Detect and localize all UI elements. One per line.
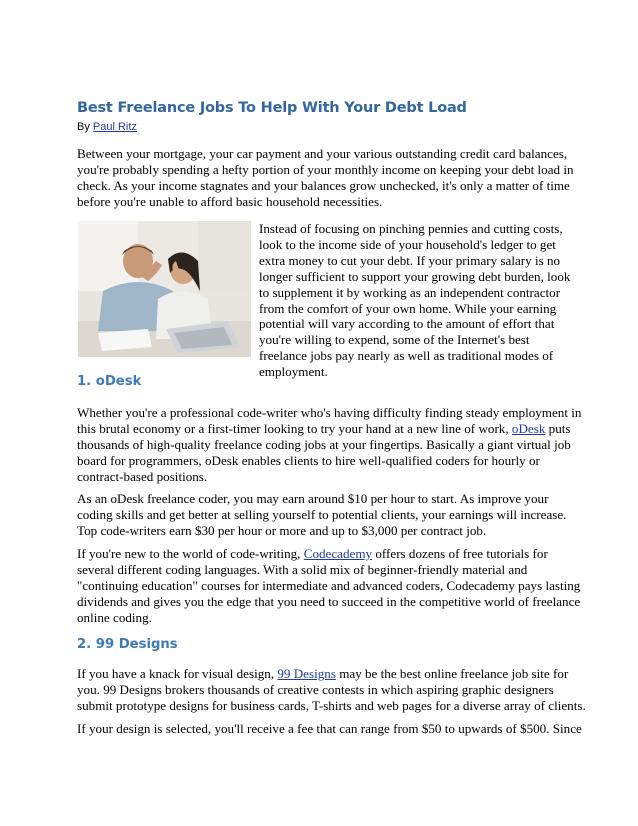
paragraph-line: online coding. bbox=[77, 610, 152, 626]
paragraph-line: dividends and gives you the edge that you need to succeed in the competitive world of freelance bbox=[77, 594, 581, 610]
paragraph-line: Top code-writers earn $30 per hour or more and up to $3,000 per contract job. bbox=[77, 523, 487, 539]
paragraph-line: board for programmers, oDesk enables clients to hire well-qualified coders for hourly or bbox=[77, 453, 540, 469]
text-run: offers dozens of free tutorials for bbox=[372, 546, 548, 561]
intro-line: before you're unable to afford basic household necessities. bbox=[77, 194, 383, 210]
paragraph-line: If your design is selected, you'll receive a fee that can range from $50 to upwards of $500. Since bbox=[77, 721, 582, 736]
paragraph-line: As an oDesk freelance coder, you may earn around $10 per hour to start. As improve your bbox=[77, 491, 549, 506]
byline-prefix: By bbox=[77, 121, 93, 133]
byline bbox=[77, 121, 137, 133]
paragraph-line: submit prototype designs for business cards, T-shirts and web pages for a diverse array of clients. bbox=[77, 698, 586, 714]
side-line: freelance jobs pay nearly as well as traditional modes of bbox=[259, 348, 554, 364]
designs-paragraph-1 bbox=[77, 666, 586, 714]
side-paragraph bbox=[259, 221, 569, 380]
side-line: employment. bbox=[259, 364, 328, 380]
designs-paragraph-2 bbox=[77, 721, 582, 737]
text-run: If you have a knack for visual design, bbox=[77, 666, 278, 681]
odesk-paragraph-1 bbox=[77, 405, 582, 485]
couple-worried-photo bbox=[78, 221, 251, 357]
paragraph-line: "continuing education" courses for intermediate and advanced coders, Codecademy pays lasting bbox=[77, 578, 581, 594]
side-line: from the comfort of your own home. While your earning bbox=[259, 300, 557, 316]
odesk-link[interactable]: oDesk bbox=[511, 421, 546, 437]
section-heading-odesk: 1. oDesk bbox=[77, 374, 142, 389]
paragraph-line bbox=[77, 546, 567, 562]
article-title: Best Freelance Jobs To Help With Your Debt Load bbox=[77, 100, 467, 116]
side-line: longer sufficient to support your growing debt burden, look bbox=[259, 268, 571, 284]
paragraph-line: contract-based positions. bbox=[77, 469, 208, 485]
intro-line: check. As your income stagnates and your balances grow unchecked, it's only a matter of time bbox=[77, 178, 570, 194]
text-run: If you're new to the world of code-writing, bbox=[77, 546, 304, 561]
paragraph-line: thousands of high-quality freelance coding jobs at your fingertips. Basically a giant virtual job bbox=[77, 437, 571, 453]
paragraph-line: several different coding languages. With a solid mix of beginner-friendly material and bbox=[77, 562, 528, 578]
side-line: potential will vary according to the amount of effort that bbox=[259, 316, 555, 332]
side-line: extra money to cut your debt. If your primary salary is no bbox=[259, 252, 561, 268]
side-line: you're willing to expend, some of the Internet's best bbox=[259, 332, 530, 348]
paragraph-line: you. 99 Designs brokers thousands of creative contests in which aspiring graphic designers bbox=[77, 682, 554, 698]
section-heading-99-designs: 2. 99 Designs bbox=[77, 637, 178, 652]
author-link[interactable]: Paul Ritz bbox=[92, 121, 137, 133]
side-line: look to the income side of your household's ledger to get bbox=[259, 236, 556, 252]
text-run: this brutal economy or a first-timer looking to try your hand at a new line of work, bbox=[77, 421, 512, 437]
paragraph-line: Whether you're a professional code-writer who's having difficulty finding steady employment in bbox=[77, 405, 582, 420]
99-designs-link[interactable]: 99 Designs bbox=[277, 666, 336, 681]
side-line: Instead of focusing on pinching pennies and cutting costs, bbox=[259, 221, 563, 236]
text-run: puts bbox=[545, 421, 571, 437]
paragraph-line bbox=[77, 666, 567, 682]
intro-paragraph bbox=[77, 146, 574, 210]
paragraph-line bbox=[77, 421, 571, 437]
intro-line: you're probably spending a hefty portion of your monthly income on keeping your debt load in bbox=[77, 162, 574, 178]
side-line: to supplement it by working as an independent contractor bbox=[259, 284, 561, 300]
odesk-paragraph-2 bbox=[77, 491, 567, 539]
paragraph-line: coding skills and get better at selling yourself to potential clients, your earnings will increase. bbox=[77, 507, 567, 523]
intro-line: Between your mortgage, your car payment and your various outstanding credit card balances, bbox=[77, 146, 568, 161]
codecademy-paragraph bbox=[77, 546, 581, 626]
text-run: may be the best online freelance job site for bbox=[335, 666, 569, 681]
codecademy-link[interactable]: Codecademy bbox=[303, 546, 373, 561]
